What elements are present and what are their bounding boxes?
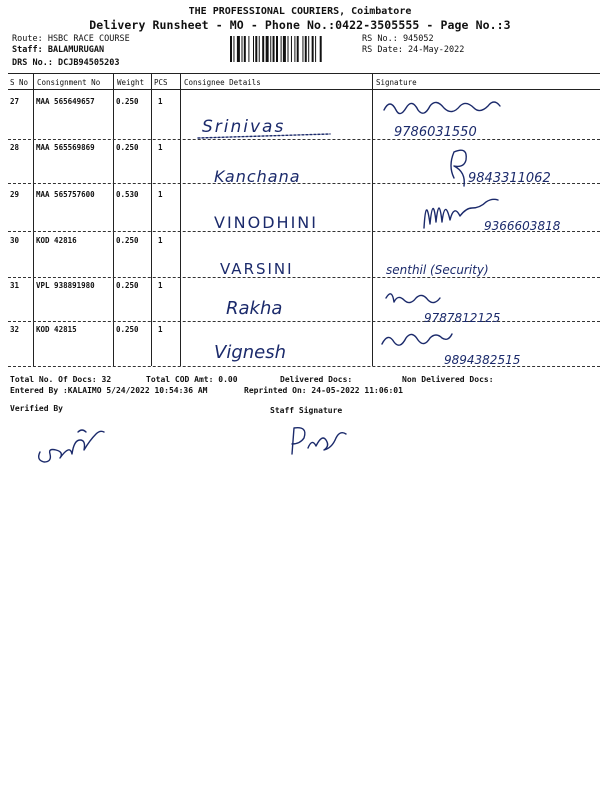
consignee-name: Vignesh: [214, 342, 287, 363]
row-pcs: 1: [158, 236, 163, 245]
col-header-consignment: Consignment No: [37, 78, 101, 87]
column-divider: [33, 73, 34, 366]
col-header-pcs: PCS: [154, 78, 168, 87]
barcode: [230, 36, 354, 62]
row-sno: 32: [10, 325, 20, 334]
col-header-signature: Signature: [376, 78, 417, 87]
row-sno: 31: [10, 281, 20, 290]
signature-number: 9787812125: [424, 311, 501, 325]
signature-scribble: [382, 334, 452, 345]
signature-number: 9843311062: [468, 171, 551, 186]
row-weight: 0.530: [116, 190, 139, 199]
runsheet-title: Delivery Runsheet - MO - Phone No.:0422-3505555 - Page No.:3: [89, 18, 511, 32]
company-title: THE PROFESSIONAL COURIERS, Coimbatore: [188, 6, 412, 17]
reprinted-on: Reprinted On: 24-05-2022 11:06:01: [244, 386, 403, 395]
signature-handwriting: [372, 90, 600, 366]
entered-by: Entered By :KALAIMO 5/24/2022 10:54:36 AM: [10, 386, 208, 395]
signature-number: senthil (Security): [386, 263, 489, 277]
row-sno: 27: [10, 97, 20, 106]
row-pcs: 1: [158, 325, 163, 334]
row-pcs: 1: [158, 97, 163, 106]
route-label: Route: HSBC RACE COURSE: [12, 34, 130, 44]
consignee-name: Kanchana: [214, 167, 301, 186]
total-cod: Total COD Amt: 0.00: [146, 375, 238, 384]
row-consignment: KOD 42815: [36, 325, 77, 334]
row-weight: 0.250: [116, 325, 139, 334]
verifier-signature: [30, 418, 120, 468]
rs-number: RS No.: 945052: [362, 34, 434, 44]
table-top-rule: [8, 73, 600, 74]
signature-number: 9366603818: [484, 219, 561, 233]
staff-label: Staff: BALAMURUGAN: [12, 45, 105, 55]
col-header-consignee: Consignee Details: [184, 78, 261, 87]
drs-label: DRS No.: DCJB94505203: [12, 58, 120, 68]
signature-scribble: [451, 150, 466, 186]
delivered-docs: Delivered Docs:: [280, 375, 353, 384]
row-pcs: 1: [158, 143, 163, 152]
total-docs: Total No. Of Docs: 32: [10, 375, 112, 384]
row-consignment: MAA 565569869: [36, 143, 95, 152]
row-consignment: MAA 565757600: [36, 190, 95, 199]
row-weight: 0.250: [116, 236, 139, 245]
consignee-name: VINODHINI: [214, 213, 318, 232]
column-divider: [151, 73, 152, 366]
row-consignment: VPL 938891980: [36, 281, 95, 290]
consignee-name: Srinivas: [202, 117, 286, 137]
staff-signature-label: Staff Signature: [270, 406, 343, 415]
signature-scribble: [384, 102, 500, 114]
col-header-weight: Weight: [117, 78, 145, 87]
row-consignment: MAA 565649657: [36, 97, 95, 106]
staff-signature: [284, 418, 364, 462]
rs-date: RS Date: 24-May-2022: [362, 45, 465, 55]
signature-number: 9894382515: [444, 353, 521, 367]
row-weight: 0.250: [116, 97, 139, 106]
row-sno: 30: [10, 236, 20, 245]
non-delivered-docs: Non Delivered Docs:: [402, 375, 494, 384]
col-header-sno: S No: [10, 78, 29, 87]
consignee-handwriting: [180, 90, 372, 366]
consignee-name: VARSINI: [220, 260, 294, 278]
row-sno: 29: [10, 190, 20, 199]
row-pcs: 1: [158, 281, 163, 290]
signature-scribble: [386, 294, 440, 303]
row-consignment: KOD 42816: [36, 236, 77, 245]
verified-by-label: Verified By: [10, 404, 63, 413]
consignee-name: Rakha: [226, 298, 283, 319]
column-divider: [113, 73, 114, 366]
row-weight: 0.250: [116, 281, 139, 290]
row-sno: 28: [10, 143, 20, 152]
row-weight: 0.250: [116, 143, 139, 152]
signature-number: 9786031550: [394, 125, 477, 140]
row-pcs: 1: [158, 190, 163, 199]
